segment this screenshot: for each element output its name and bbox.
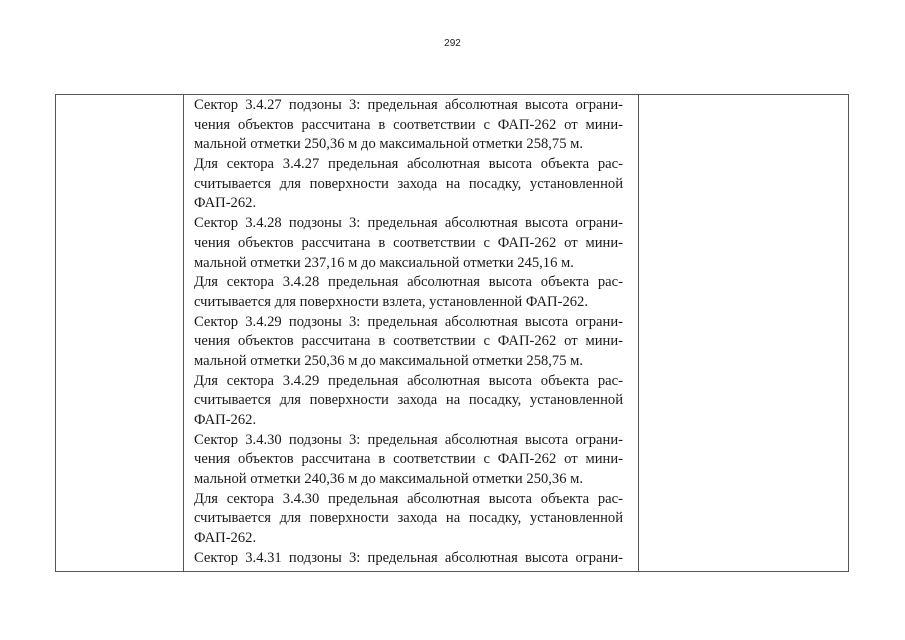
text-line: мальной отметки 240,36 м до максимальной отметки 250,36 м. xyxy=(194,471,584,488)
text-line: Сектор 3.4.31 подзоны 3: предельная абсолютная высота ограни- xyxy=(194,549,623,566)
text-line: ФАП-262. xyxy=(194,412,257,428)
document-table xyxy=(55,94,849,572)
text-line: Сектор 3.4.29 подзоны 3: предельная абсолютная высота ограни- xyxy=(194,313,623,330)
text-line: считывается для поверхности взлета, установленной ФАП-262. xyxy=(194,293,588,310)
text-line: Для сектора 3.4.30 предельная абсолютная высота объекта рас- xyxy=(194,490,623,507)
text-line: Для сектора 3.4.27 предельная абсолютная высота объекта рас- xyxy=(194,156,623,173)
text-line: чения объектов рассчитана в соответствии с ФАП-262 от мини- xyxy=(194,116,623,133)
text-line: Для сектора 3.4.29 предельная абсолютная высота объекта рас- xyxy=(194,372,623,389)
text-line: мальной отметки 250,36 м до максимальной отметки 258,75 м. xyxy=(194,136,584,153)
text-line: Сектор 3.4.28 подзоны 3: предельная абсолютная высота ограни- xyxy=(194,215,623,232)
text-line: чения объектов рассчитана в соответствии с ФАП-262 от мини- xyxy=(194,451,623,468)
text-line: чения объектов рассчитана в соответствии с ФАП-262 от мини- xyxy=(194,333,623,350)
text-line: считывается для поверхности захода на посадку, установленной xyxy=(194,510,623,527)
text-line: мальной отметки 250,36 м до максимальной отметки 258,75 м. xyxy=(194,352,584,369)
text-line: мальной отметки 237,16 м до максиальной отметки 245,16 м. xyxy=(194,254,574,271)
text-line: ФАП-262. xyxy=(194,195,257,212)
text-line: чения объектов рассчитана в соответствии с ФАП-262 от мини- xyxy=(194,234,623,251)
text-line: считывается для поверхности захода на посадку, установленной xyxy=(194,175,623,192)
table-column-middle xyxy=(184,95,639,571)
text-line: Сектор 3.4.27 подзоны 3: предельная абсолютная высота ограни- xyxy=(194,97,623,113)
text-line: считывается для поверхности захода на посадку, установленной xyxy=(194,392,623,409)
text-line: Сектор 3.4.30 подзоны 3: предельная абсолютная высота ограни- xyxy=(194,431,623,448)
text-line: ФАП-262. xyxy=(194,530,257,547)
text-line: Для сектора 3.4.28 предельная абсолютная высота объекта рас- xyxy=(194,274,623,291)
page-number: 292 xyxy=(444,38,461,49)
table-column-right xyxy=(639,95,848,571)
table-column-left xyxy=(56,95,184,571)
